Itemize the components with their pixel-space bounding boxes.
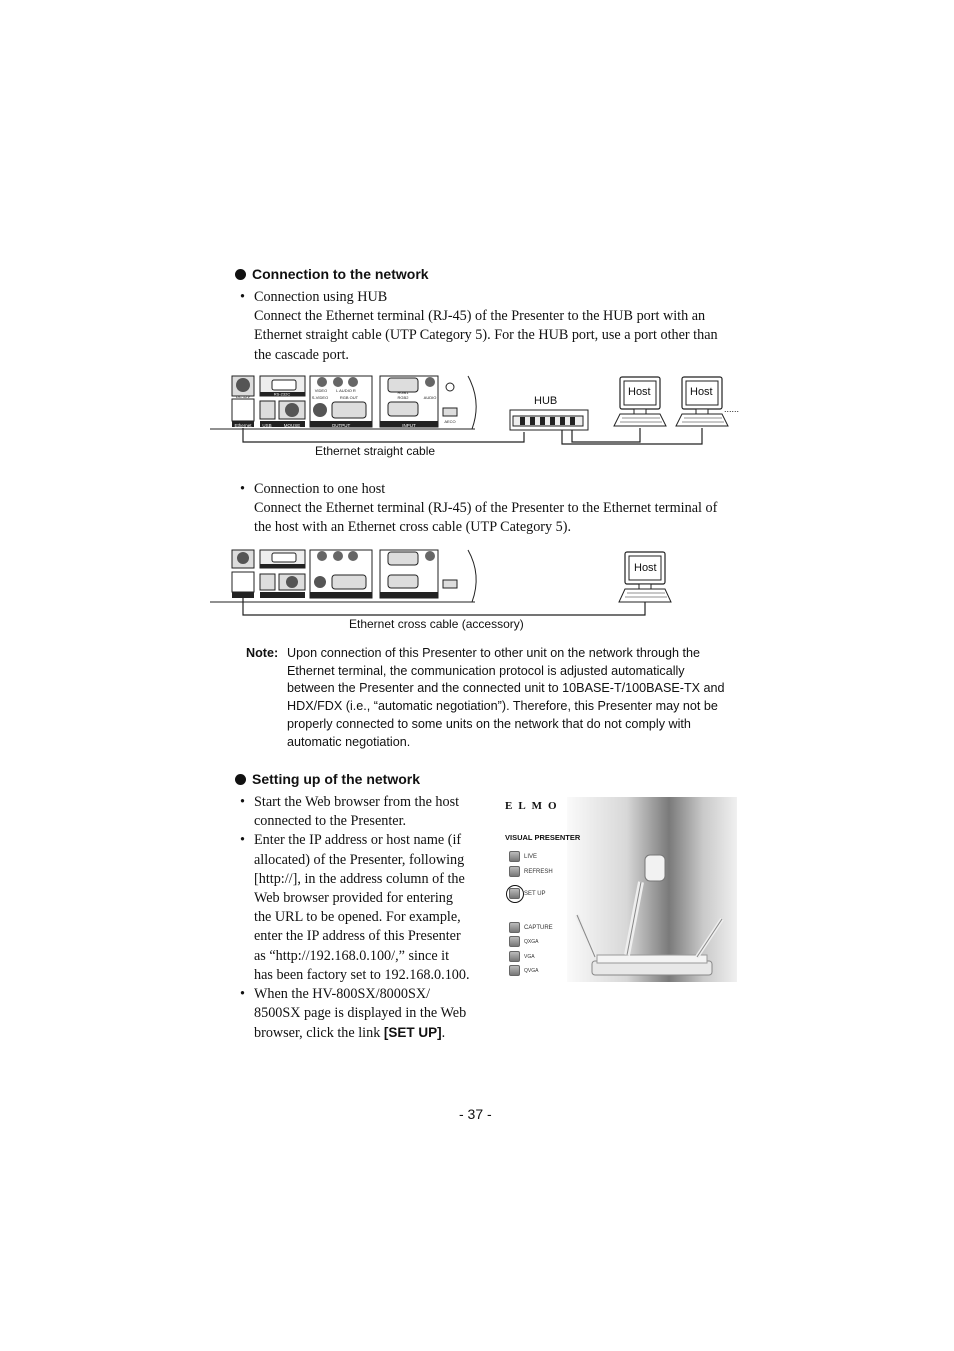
button-icon xyxy=(509,965,520,976)
hub-line: Connect the Ethernet terminal (RJ-45) of the Presenter to the HUB port with an xyxy=(254,308,706,325)
menu-item-qvga[interactable]: QVGA xyxy=(509,965,538,976)
button-icon xyxy=(509,936,520,947)
page-number: - 37 - xyxy=(459,1106,492,1122)
note-body xyxy=(287,645,742,751)
one-host-line: Connect the Ethernet terminal (RJ-45) of the Presenter to the Ethernet terminal of xyxy=(254,500,718,517)
menu-item-qxga[interactable]: QXGA xyxy=(509,936,538,947)
cross-cable-line xyxy=(243,598,645,615)
hub-label: HUB xyxy=(534,395,558,407)
audio-port-label: L AUDIO R xyxy=(336,388,356,393)
visual-presenter-image xyxy=(567,837,737,982)
menu-item-capture[interactable]: CAPTURE xyxy=(509,922,553,933)
note-line: between the Presenter and the connected unit to 10BASE-T/100BASE-TX and xyxy=(287,681,725,696)
section-heading-connection: Connection to the network xyxy=(235,266,429,282)
host-computer-icon xyxy=(676,377,728,426)
host-label: Host xyxy=(634,562,657,574)
output-label: OUTPUT xyxy=(331,423,351,428)
cross-diagram-svg xyxy=(210,547,680,617)
button-icon xyxy=(509,866,520,877)
set-up-link-text: [SET UP] xyxy=(383,1025,442,1041)
host-computer-icon xyxy=(619,552,671,602)
visual-presenter-title: VISUAL PRESENTER xyxy=(505,833,581,842)
usb-port-label: USB xyxy=(262,423,272,428)
hub-diagram-svg xyxy=(210,372,750,467)
button-icon xyxy=(509,851,520,862)
rgbout-port-label: RGB OUT xyxy=(339,395,359,400)
rs232-port-label: RS-232C xyxy=(273,391,291,397)
straight-cable-line xyxy=(243,428,524,442)
aeco-label: AECO xyxy=(444,419,456,424)
hub-line: the cascade port. xyxy=(254,346,349,363)
one-host-title: Connection to one host xyxy=(254,481,386,497)
host-computer-icon xyxy=(614,377,666,426)
setup-step: • When the HV-800SX/8000SX/ 8500SX page is displayed in the Web browser, click the link [SET UP]. xyxy=(240,986,467,1042)
presenter-rear-panel xyxy=(210,376,476,429)
video-port-label: VIDEO xyxy=(314,388,328,393)
note-line: Ethernet terminal, the communication protocol is adjusted automatically xyxy=(287,663,685,678)
menu-item-live[interactable]: LIVE xyxy=(509,851,537,862)
hub-connection-diagram xyxy=(210,372,750,467)
input-label: INPUT xyxy=(402,423,416,428)
note-label: Note: xyxy=(246,646,279,660)
more-hosts-ellipsis: ...... xyxy=(724,404,740,414)
hub-line: Ethernet straight cable (UTP Category 5). For the HUB port, use a port other than xyxy=(254,327,718,344)
web-page-screenshot xyxy=(497,797,737,982)
bullet-dot-icon xyxy=(235,774,246,785)
menu-item-refresh[interactable]: REFRESH xyxy=(509,866,553,877)
setup-step: • Start the Web browser from the host connected to the Presenter. xyxy=(240,794,460,830)
presenter-rear-panel xyxy=(210,550,476,602)
mouse-port-label: MOUSE xyxy=(283,423,301,428)
audio-in-label: AUDIO xyxy=(423,395,437,400)
svideo-port-label: S-VIDEO xyxy=(311,395,329,400)
rgb2-port-label: RGB2 xyxy=(397,395,409,400)
rgb1-port-label: RGB1 xyxy=(397,390,409,395)
section-heading-setup: Setting up of the network xyxy=(235,771,420,787)
setup-step: • Enter the IP address or host name (if allocated) of the Presenter, following [http://], in the address column of the Web browser provided for entering the URL to be opened. For example, enter the IP address of this Presenter as “http://192.168.0.100/,” since it has been factory set to 192.168.0.100. xyxy=(240,832,470,983)
elmo-logo: ELMO xyxy=(505,800,563,812)
setup-steps xyxy=(240,793,489,1044)
dc-port-label: DC 12V xyxy=(235,394,251,399)
cross-cable-diagram xyxy=(210,547,680,617)
button-icon xyxy=(509,951,520,962)
hub-title: Connection using HUB xyxy=(254,289,388,305)
hub-device-icon xyxy=(510,410,588,430)
highlight-circle-icon xyxy=(506,885,524,903)
menu-item-vga[interactable]: VGA xyxy=(509,951,535,962)
straight-cable-label: Ethernet straight cable xyxy=(315,444,436,458)
note-line: properly connected to some units on the network that do not comply with xyxy=(287,716,691,731)
cross-cable-label: Ethernet cross cable (accessory) xyxy=(349,617,524,631)
bullet-dot-icon xyxy=(235,269,246,280)
one-host-paragraph: • Connection to one host Connect the Ethernet terminal (RJ-45) of the Presenter to the Ethernet terminal of the host with an Ethernet cross cable (UTP Category 5). xyxy=(254,480,754,538)
button-icon xyxy=(509,922,520,933)
one-host-line: the host with an Ethernet cross cable (UTP Category 5). xyxy=(254,519,572,536)
note-line: HDX/FDX (i.e., “automatic negotiation”). Therefore, this Presenter may not be xyxy=(287,699,718,714)
ethernet-port-label: Ethernet xyxy=(234,423,252,428)
menu-item-set-up[interactable]: SET UP xyxy=(509,888,546,899)
hub-paragraph: • Connection using HUB Connect the Ethernet terminal (RJ-45) of the Presenter to the HUB port with an Ethernet straight cable (UTP Category 5). For the HUB port, use a port other than the cascade port. xyxy=(254,288,754,365)
host-label: Host xyxy=(690,386,713,398)
host-label: Host xyxy=(628,386,651,398)
note-line: Upon connection of this Presenter to other unit on the network through the xyxy=(287,646,701,660)
note-line: automatic negotiation. xyxy=(287,734,411,749)
